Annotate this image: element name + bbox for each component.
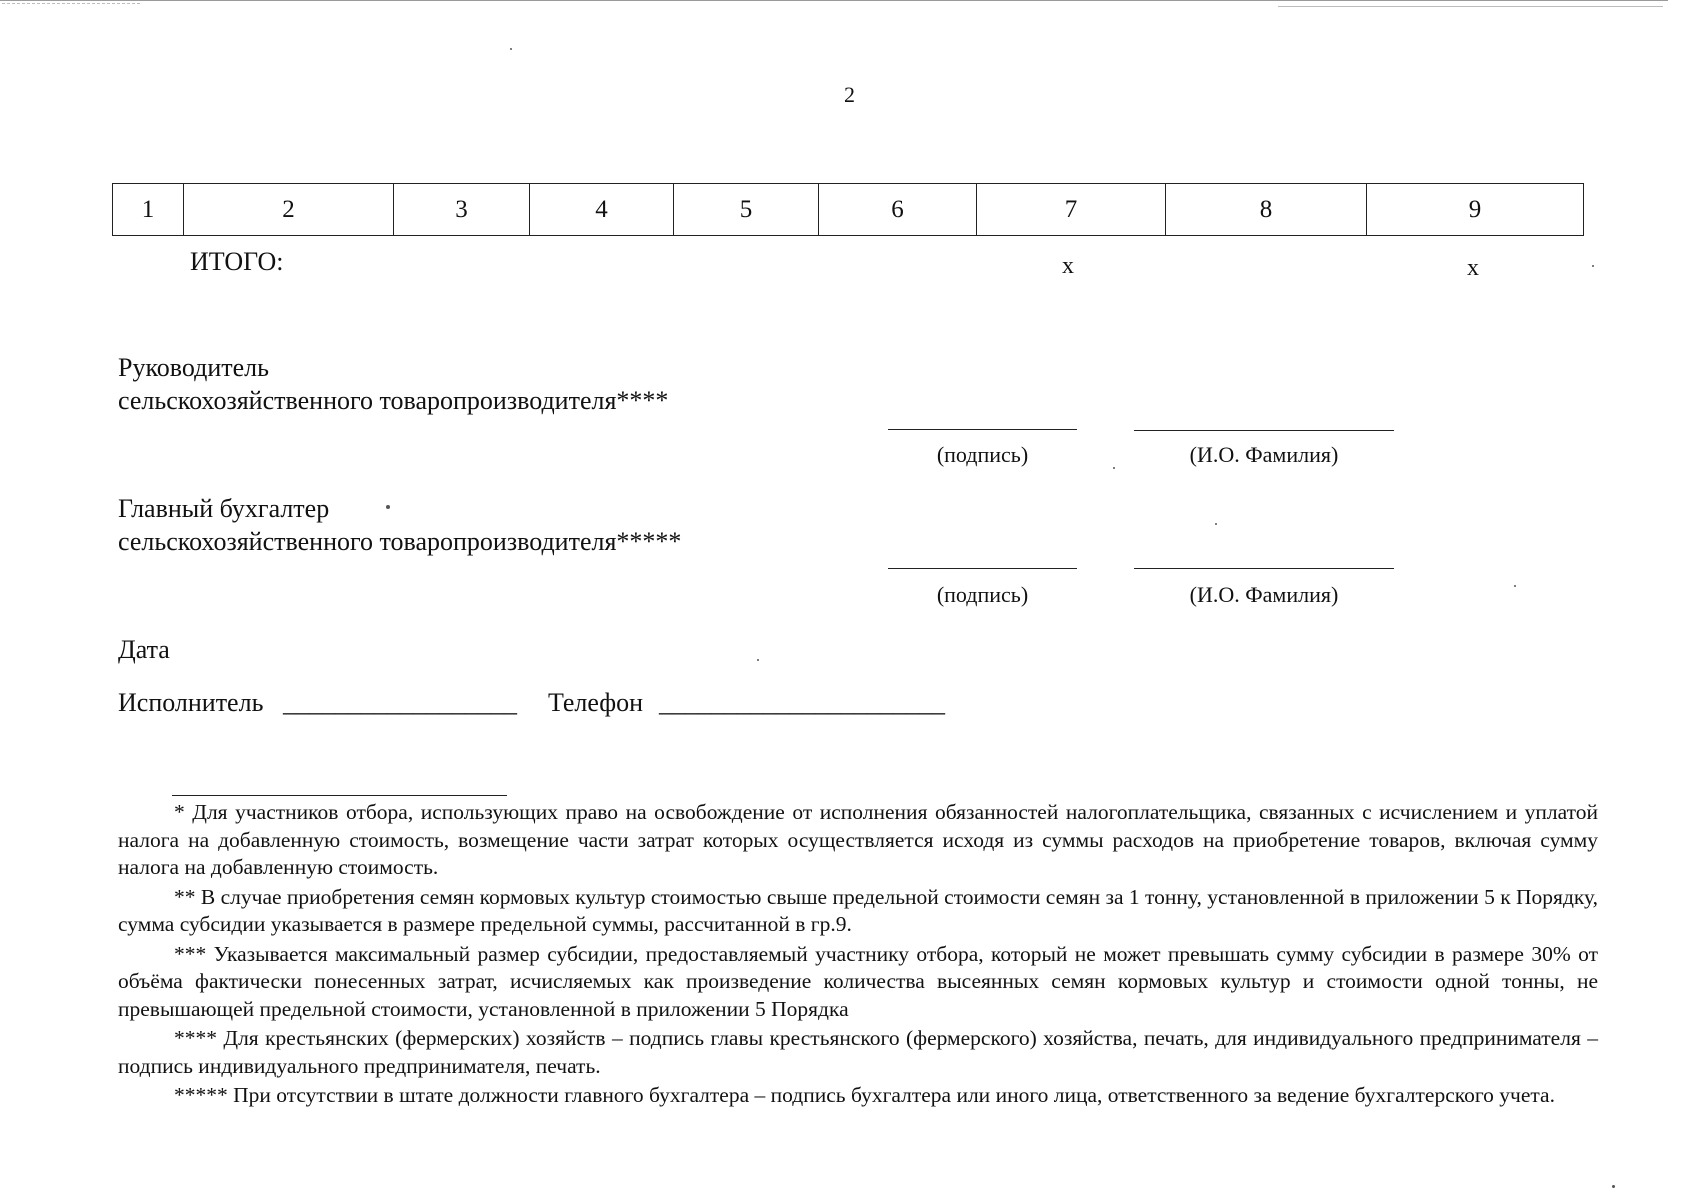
scan-speck xyxy=(757,659,759,661)
footnote-separator xyxy=(172,795,507,796)
accountant-title-line2: сельскохозяйственного товаропроизводителя***** xyxy=(118,527,682,556)
scan-speck xyxy=(510,48,512,50)
scan-speck xyxy=(1215,523,1217,525)
column-number-cell: 2 xyxy=(184,184,394,236)
footnote-3: *** Указывается максимальный размер субсидии, предоставляемый участнику отбора, который не может превышать сумму субсидии в размере 30% от объёма фактически понесенных затрат, исчисляемых как произведение количества высеянных семян кормовых культур и стоимости одной тонны, не превышающей предельной стоимости, установленной в приложении 5 Порядка xyxy=(118,941,1598,1021)
head-name-line[interactable] xyxy=(1134,430,1394,431)
footnote-4: **** Для крестьянских (фермерских) хозяйств – подпись главы крестьянского (фермерского) хозяйства, печать, для индивидуального предпринимателя – подпись индивидуального предпринимателя, печать. xyxy=(118,1026,1598,1078)
footnotes xyxy=(118,799,1598,1112)
date-label: Дата xyxy=(118,635,170,664)
head-title xyxy=(118,351,668,417)
accountant-name-line[interactable] xyxy=(1134,568,1394,569)
column-number-cell: 9 xyxy=(1367,184,1584,236)
phone-field[interactable]: ______________________ xyxy=(659,688,945,717)
column-number-cell: 4 xyxy=(530,184,674,236)
head-signature-caption: (подпись) xyxy=(936,442,1029,467)
footnote-1: * Для участников отбора, использующих право на освобождение от исполнения обязанностей налогоплательщика, связанных с исчислением и уплатой налога на добавленную стоимость, возмещение части затрат которых осуществляется исходя из суммы расходов на приобретение товаров, включая сумму налога на добавленную стоимость. xyxy=(118,800,1598,879)
column-number-row xyxy=(112,183,1584,236)
column-number-cell: 8 xyxy=(1166,184,1367,236)
accountant-title-line1: Главный бухгалтер xyxy=(118,494,330,523)
head-signature-line[interactable] xyxy=(888,429,1077,430)
accountant-name-caption: (И.О. Фамилия) xyxy=(1189,582,1339,607)
column-number-cell: 7 xyxy=(977,184,1166,236)
page-number: 2 xyxy=(844,82,855,107)
column-number-cell: 6 xyxy=(819,184,977,236)
accountant-signature-caption: (подпись) xyxy=(936,582,1029,607)
executor-label: Исполнитель xyxy=(118,688,264,717)
column-number-cell: 3 xyxy=(394,184,530,236)
accountant-signature-line[interactable] xyxy=(888,568,1077,569)
footnote-5: ***** При отсутствии в штате должности главного бухгалтера – подпись бухгалтера или иного лица, ответственного за ведение бухгалтерского учета. xyxy=(174,1083,1555,1107)
accountant-title xyxy=(118,492,681,558)
scan-edge-line xyxy=(0,0,1668,1)
scan-edge-line-right xyxy=(1278,6,1663,7)
column-number-cell: 5 xyxy=(674,184,819,236)
executor-field[interactable]: __________________ xyxy=(283,688,517,717)
footnote-2: ** В случае приобретения семян кормовых культур стоимостью свыше предельной стоимости семян за 1 тонну, установленной в приложении 5 к Порядку, сумма субсидии указывается в размере предельной суммы, рассчитанной в гр.9. xyxy=(118,884,1598,936)
total-label: ИТОГО: xyxy=(190,247,284,276)
head-name-caption: (И.О. Фамилия) xyxy=(1189,442,1339,467)
scan-speck xyxy=(1514,585,1516,587)
scan-speck xyxy=(1113,467,1115,469)
total-col9-mark: х xyxy=(1467,255,1479,281)
column-number-cell: 1 xyxy=(113,184,184,236)
head-title-line2: сельскохозяйственного товаропроизводителя**** xyxy=(118,386,669,415)
scan-edge-dash xyxy=(2,3,140,4)
phone-label: Телефон xyxy=(548,688,644,717)
head-title-line1: Руководитель xyxy=(118,353,269,382)
scan-speck xyxy=(1592,265,1594,267)
scan-speck xyxy=(1612,1185,1615,1188)
total-col7-mark: х xyxy=(1062,253,1074,279)
